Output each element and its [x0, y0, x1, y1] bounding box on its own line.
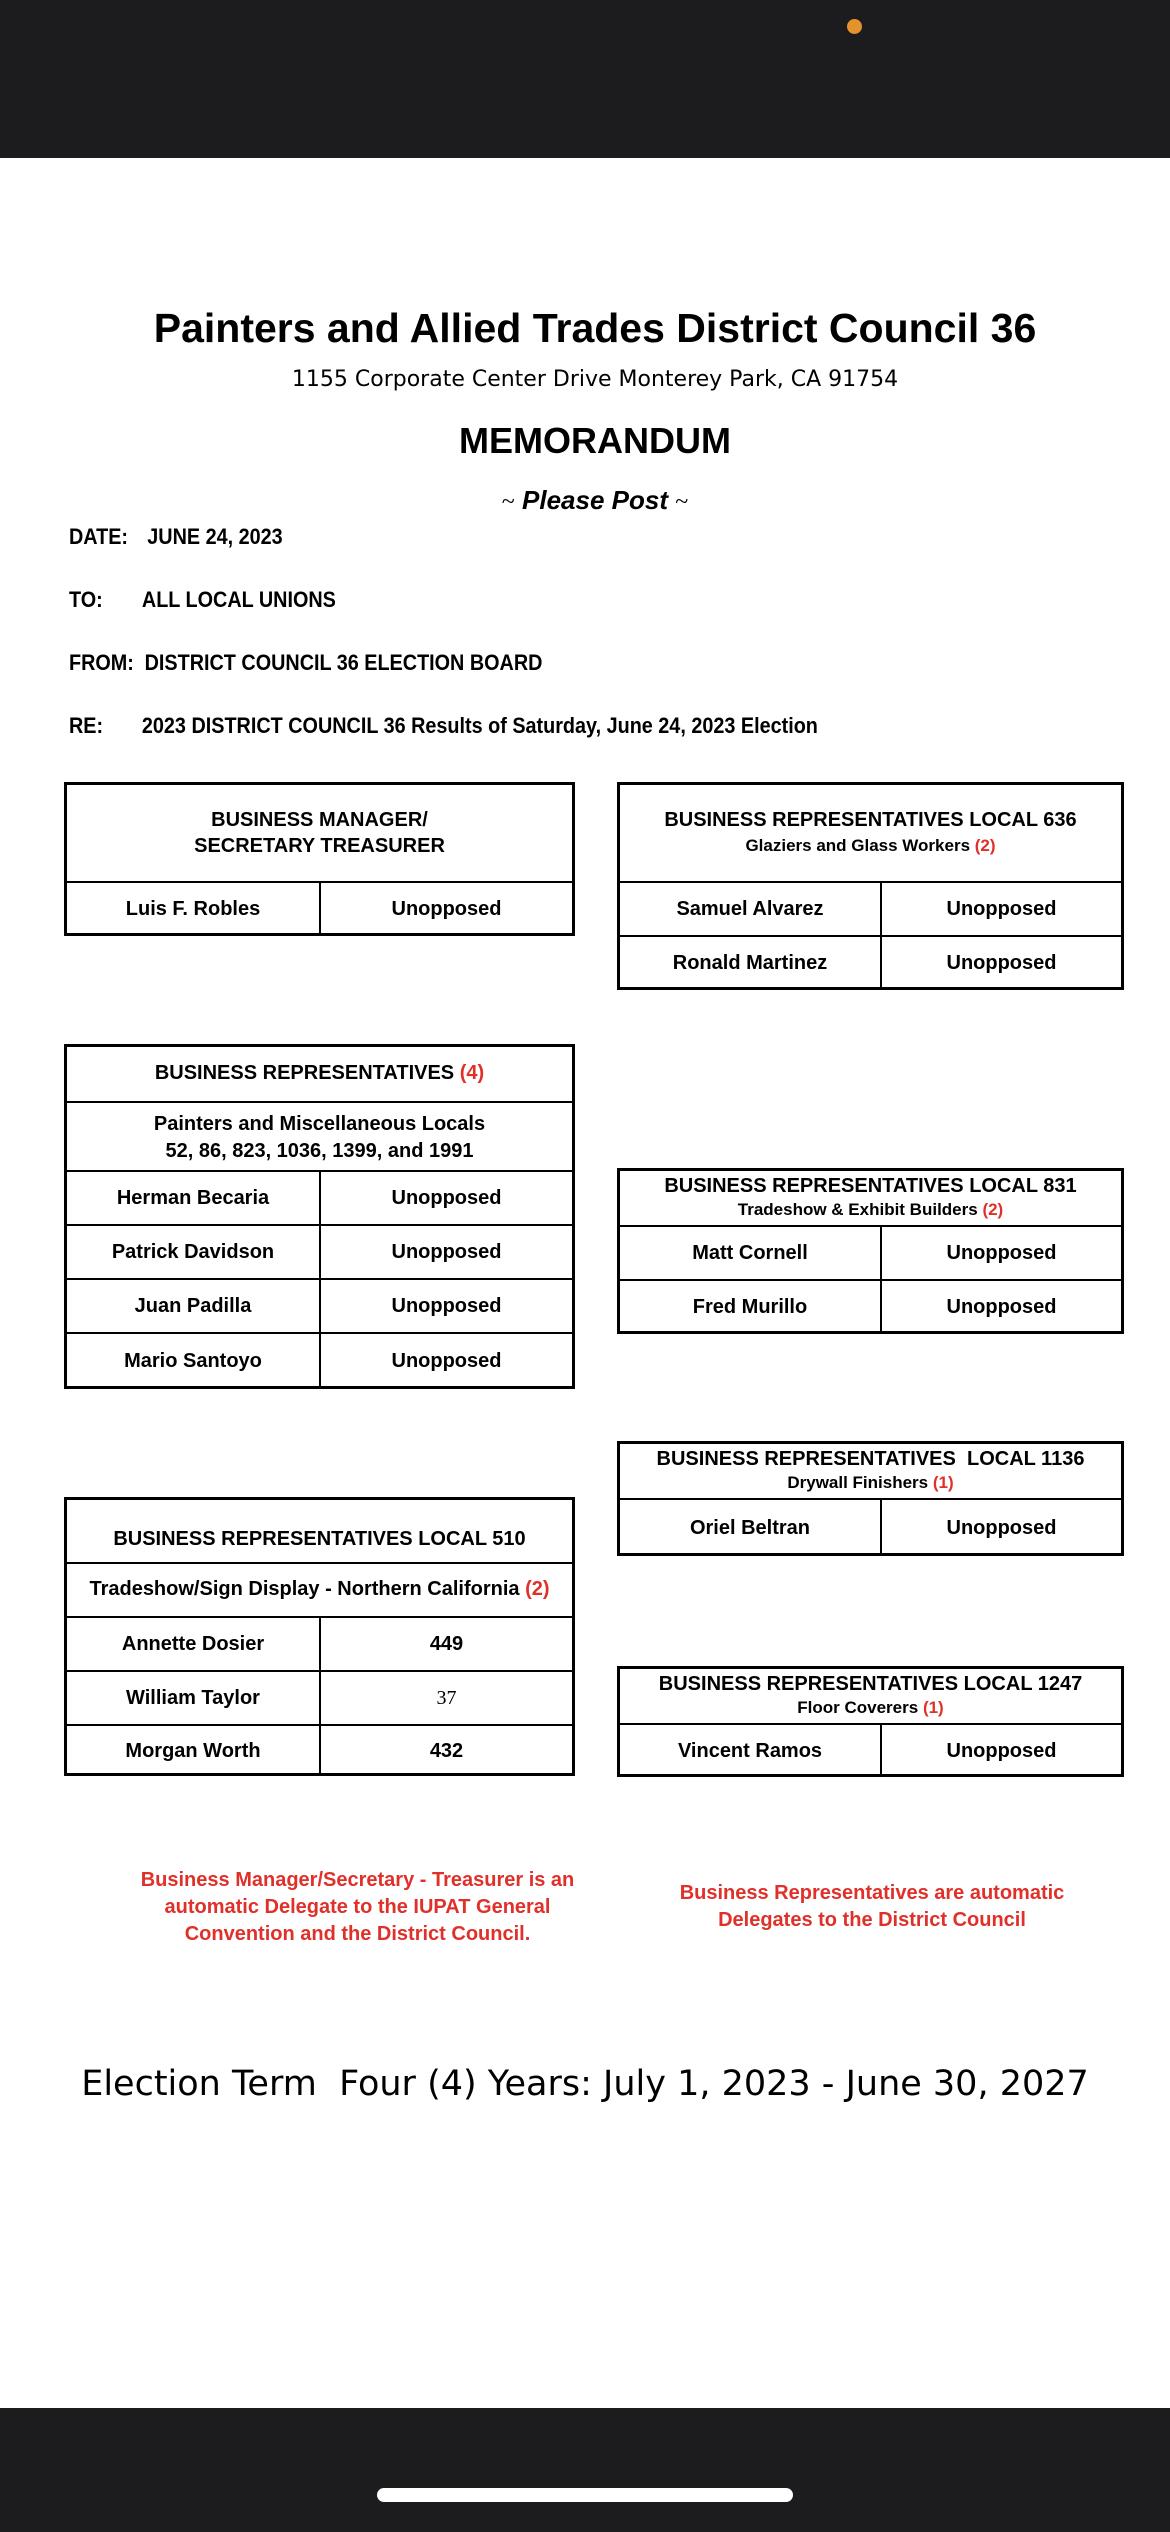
- table-header: BUSINESS REPRESENTATIVES LOCAL 1247: [658, 1673, 1083, 1695]
- table-header: [67, 1062, 572, 1085]
- table-row: [67, 1170, 572, 1224]
- candidate-name: Juan Padilla: [134, 1294, 252, 1317]
- memo-title: MEMORANDUM: [459, 420, 731, 461]
- business-representatives-delegate-note: [620, 1880, 1124, 1934]
- status-bar: [0, 0, 1170, 158]
- candidate-result: Unopposed: [880, 1500, 1121, 1556]
- candidate-name: Oriel Beltran: [689, 1516, 811, 1539]
- re-label: RE:: [69, 713, 104, 738]
- seat-count: (2): [982, 1200, 1004, 1219]
- table-row: [67, 1616, 572, 1670]
- table-row: [620, 1723, 1121, 1777]
- table-row: [67, 1724, 572, 1776]
- candidate-name: Annette Dosier: [121, 1632, 265, 1655]
- subheader-line-1: Painters and Miscellaneous Locals: [153, 1113, 486, 1135]
- candidate-result: Unopposed: [319, 1226, 572, 1278]
- table-header: BUSINESS REPRESENTATIVES LOCAL 831: [664, 1175, 1077, 1197]
- candidate-name: Herman Becaria: [116, 1186, 270, 1209]
- from-value: DISTRICT COUNCIL 36 ELECTION BOARD: [144, 650, 543, 675]
- table-subheader: [620, 1200, 1121, 1220]
- seat-count: (1): [932, 1473, 954, 1492]
- table-subheader: [620, 836, 1121, 856]
- local-510-table: [64, 1497, 575, 1776]
- header-line-1: BUSINESS MANAGER/: [211, 809, 428, 831]
- candidate-name: Fred Murillo: [692, 1296, 808, 1318]
- table-title: BUSINESS REPRESENTATIVES: [154, 1062, 455, 1084]
- subheader-line-2: 52, 86, 823, 1036, 1399, and 1991: [165, 1140, 474, 1162]
- table-header: BUSINESS REPRESENTATIVES LOCAL 636: [664, 809, 1077, 831]
- memo-re: [69, 713, 818, 739]
- candidate-result: Unopposed: [880, 1281, 1121, 1334]
- candidate-result: Unopposed: [319, 883, 572, 936]
- local-636-table: [617, 782, 1124, 990]
- candidate-result: Unopposed: [880, 937, 1121, 990]
- bottom-bar: [0, 2408, 1170, 2532]
- candidate-votes: 37: [319, 1672, 572, 1724]
- table-header: BUSINESS REPRESENTATIVES LOCAL 510: [113, 1528, 526, 1550]
- local-1136-table: [617, 1441, 1124, 1556]
- table-subheader: [67, 1562, 572, 1616]
- candidate-result: Unopposed: [319, 1334, 572, 1389]
- business-manager-delegate-note: [90, 1867, 625, 1948]
- candidate-name: Ronald Martinez: [672, 952, 828, 974]
- subheader-label: Drywall Finishers: [787, 1473, 929, 1492]
- candidate-result: Unopposed: [319, 1280, 572, 1332]
- candidate-name: Patrick Davidson: [111, 1240, 275, 1263]
- candidate-votes: 432: [319, 1726, 572, 1776]
- candidate-name: Samuel Alvarez: [676, 897, 824, 920]
- table-row: [620, 935, 1121, 990]
- table-header: BUSINESS REPRESENTATIVES LOCAL 1136: [656, 1448, 1085, 1470]
- subheader-text: [67, 1111, 572, 1165]
- please-post-text: Please Post: [522, 485, 668, 515]
- table-subheader: [67, 1101, 572, 1170]
- seat-count: (2): [974, 836, 996, 855]
- candidate-name: William Taylor: [126, 1686, 260, 1709]
- seat-count: (1): [922, 1698, 944, 1717]
- table-row: [620, 881, 1121, 935]
- subheader-label: Floor Coverers: [797, 1698, 919, 1717]
- header-line-2: SECRETARY TREASURER: [194, 835, 445, 857]
- table-row: [67, 1224, 572, 1278]
- seat-count: (2): [525, 1578, 550, 1600]
- subheader-label: Tradeshow & Exhibit Builders: [737, 1200, 978, 1219]
- table-row: [67, 881, 572, 936]
- note-line-1: Business Representatives are automatic: [679, 1882, 1065, 1904]
- subheader-label: Glaziers and Glass Workers: [745, 836, 971, 855]
- note-line-1: Business Manager/Secretary - Treasurer is an: [140, 1869, 575, 1891]
- date-label: DATE:: [69, 524, 129, 549]
- subheader-label: Tradeshow/Sign Display - Northern California: [89, 1578, 520, 1600]
- to-label: TO:: [69, 587, 103, 612]
- candidate-result: Unopposed: [880, 1227, 1121, 1279]
- table-row: [620, 1225, 1121, 1279]
- table-row: [620, 1498, 1121, 1556]
- please-post-line: [0, 485, 1170, 516]
- local-831-table: [617, 1168, 1124, 1334]
- candidate-name: Luis F. Robles: [125, 898, 261, 920]
- election-term: Election Term Four (4) Years: July 1, 2023 - June 30, 2027: [81, 2064, 1089, 2104]
- candidate-name: Matt Cornell: [692, 1241, 808, 1264]
- date-value: JUNE 24, 2023: [147, 524, 283, 549]
- table-header: [67, 807, 572, 859]
- tilde-left: ~: [501, 489, 515, 515]
- note-line-2: Delegates to the District Council: [718, 1909, 1026, 1931]
- table-subheader: [620, 1473, 1121, 1493]
- home-indicator[interactable]: [377, 2488, 793, 2502]
- candidate-votes: 449: [319, 1618, 572, 1670]
- candidate-name: Vincent Ramos: [677, 1739, 823, 1762]
- memo-to: [69, 587, 336, 613]
- candidate-result: Unopposed: [880, 883, 1121, 935]
- candidate-name: Morgan Worth: [125, 1739, 261, 1762]
- table-subheader: [620, 1698, 1121, 1718]
- subheader-text: [67, 1578, 572, 1601]
- document-title: Painters and Allied Trades District Council 36: [153, 305, 1037, 351]
- to-value: ALL LOCAL UNIONS: [141, 587, 336, 612]
- table-row: [620, 1279, 1121, 1334]
- table-row: [67, 1670, 572, 1724]
- business-manager-table: [64, 782, 575, 936]
- local-1247-table: [617, 1666, 1124, 1777]
- organization-address: 1155 Corporate Center Drive Monterey Park, CA 91754: [291, 367, 899, 392]
- candidate-name: Mario Santoyo: [124, 1350, 262, 1372]
- tilde-right: ~: [675, 489, 689, 515]
- memo-from: [69, 650, 542, 676]
- note-line-3: Convention and the District Council.: [184, 1923, 531, 1945]
- from-label: FROM:: [69, 650, 134, 675]
- memo-date: [69, 524, 283, 550]
- candidate-result: Unopposed: [319, 1172, 572, 1224]
- seat-count: (4): [459, 1062, 485, 1084]
- note-line-2: automatic Delegate to the IUPAT General: [164, 1896, 551, 1918]
- table-row: [67, 1278, 572, 1332]
- recording-indicator-icon: [847, 19, 862, 34]
- table-row: [67, 1332, 572, 1389]
- business-representatives-table: [64, 1044, 575, 1389]
- re-value: 2023 DISTRICT COUNCIL 36 Results of Saturday, June 24, 2023 Election: [141, 713, 818, 738]
- candidate-result: Unopposed: [880, 1725, 1121, 1777]
